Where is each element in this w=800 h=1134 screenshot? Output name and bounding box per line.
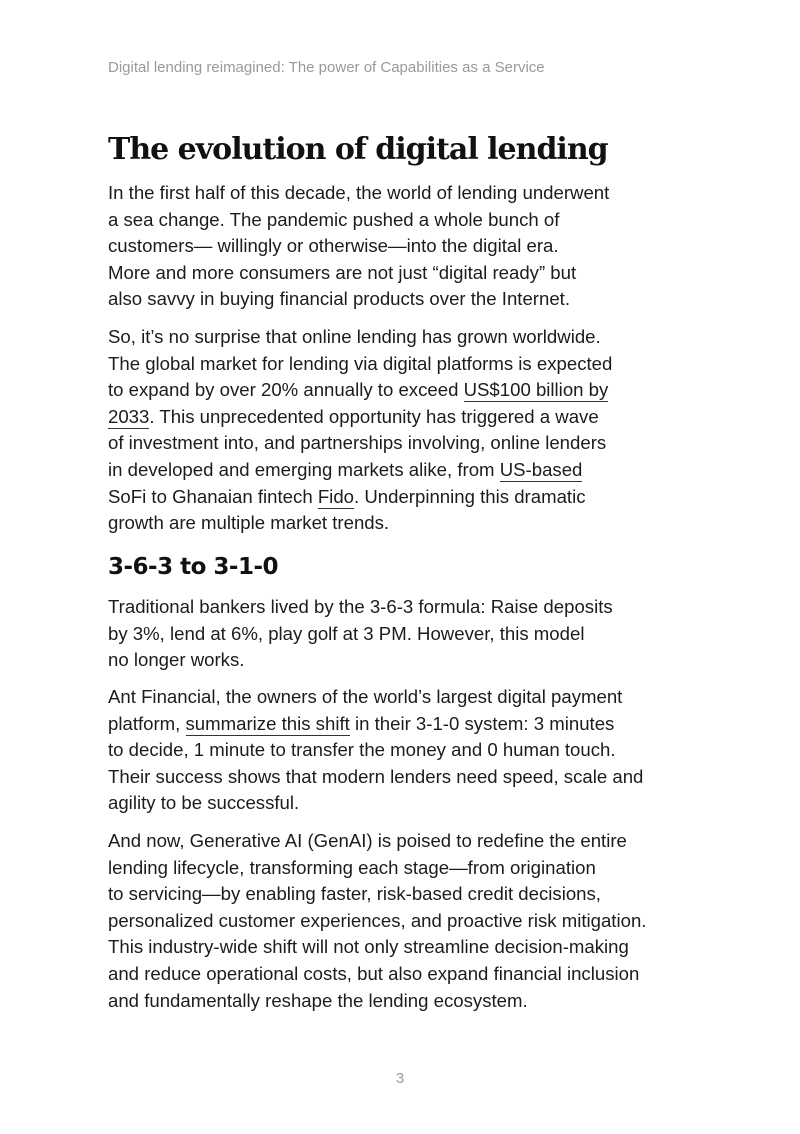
- paragraph-line: no longer works.: [108, 649, 245, 671]
- paragraph-genai: [108, 828, 708, 1014]
- paragraph-line: And now, Generative AI (GenAI) is poised to redefine the entire: [108, 830, 627, 851]
- paragraph-line: by 3%, lend at 6%, play golf at 3 PM. However, this model: [108, 622, 585, 644]
- text-run: platform,: [108, 712, 186, 734]
- paragraph-line: This industry-wide shift will not only streamline decision-making: [108, 936, 629, 958]
- paragraph-line: also savvy in buying financial products over the Internet.: [108, 288, 571, 310]
- paragraph-intro: [108, 180, 708, 313]
- paragraph-line: The global market for lending via digital platforms is expected: [108, 352, 613, 374]
- paragraph-line: growth are multiple market trends.: [108, 512, 390, 534]
- paragraph-line: Their success shows that modern lenders need speed, scale and: [108, 765, 644, 787]
- paragraph-line: In the first half of this decade, the world of lending underwent: [108, 182, 610, 203]
- paragraph-line: Traditional bankers lived by the 3-6-3 formula: Raise deposits: [108, 596, 613, 617]
- page-number: 3: [395, 1070, 405, 1087]
- text-run: . This unprecedented opportunity has triggered a wave: [149, 405, 599, 427]
- paragraph-line: [108, 711, 708, 738]
- paragraph-traditional-bankers: [108, 594, 708, 674]
- link-fido[interactable]: Fido: [317, 485, 354, 507]
- paragraph-line: agility to be successful.: [108, 792, 300, 814]
- paragraph-line: to decide, 1 minute to transfer the money and 0 human touch.: [108, 739, 616, 761]
- page-title: The evolution of digital lending: [108, 132, 608, 167]
- paragraph-line: [108, 404, 708, 431]
- paragraph-line: [108, 377, 708, 404]
- link-us-based-sofi[interactable]: US-based: [499, 458, 583, 480]
- paragraph-line: lending lifecycle, transforming each stage—from origination: [108, 856, 596, 878]
- paragraph-line: of investment into, and partnerships involving, online lenders: [108, 432, 607, 454]
- paragraph-line: [108, 457, 708, 484]
- link-market-size[interactable]: US$100 billion by: [463, 379, 609, 401]
- paragraph-line: Ant Financial, the owners of the world’s largest digital payment: [108, 686, 623, 707]
- text-run: in developed and emerging markets alike, from: [108, 458, 500, 480]
- paragraph-line: and fundamentally reshape the lending ecosystem.: [108, 989, 528, 1011]
- paragraph-line: personalized customer experiences, and proactive risk mitigation.: [108, 909, 647, 931]
- text-run: . Underpinning this dramatic: [354, 485, 586, 507]
- text-run: in their 3-1-0 system: 3 minutes: [349, 712, 615, 734]
- paragraph-line: So, it’s no surprise that online lending has grown worldwide.: [108, 326, 601, 347]
- paragraph-line: and reduce operational costs, but also expand financial inclusion: [108, 962, 640, 984]
- paragraph-line: a sea change. The pandemic pushed a whole bunch of: [108, 208, 560, 230]
- paragraph-line: [108, 484, 708, 511]
- paragraph-line: to servicing—by enabling faster, risk-based credit decisions,: [108, 883, 601, 905]
- link-market-size-continued[interactable]: 2033: [108, 405, 150, 427]
- paragraph-line: customers— willingly or otherwise—into the digital era.: [108, 235, 559, 257]
- text-run: to expand by over 20% annually to exceed: [108, 379, 464, 401]
- link-summarize-shift[interactable]: summarize this shift: [185, 712, 350, 734]
- paragraph-ant-financial: [108, 684, 708, 817]
- text-run: SoFi to Ghanaian fintech: [108, 485, 318, 507]
- paragraph-online-lending: [108, 324, 708, 537]
- running-header: Digital lending reimagined: The power of Capabilities as a Service: [108, 59, 545, 76]
- section-subheading: 3-6-3 to 3-1-0: [108, 554, 279, 580]
- paragraph-line: More and more consumers are not just “digital ready” but: [108, 261, 577, 283]
